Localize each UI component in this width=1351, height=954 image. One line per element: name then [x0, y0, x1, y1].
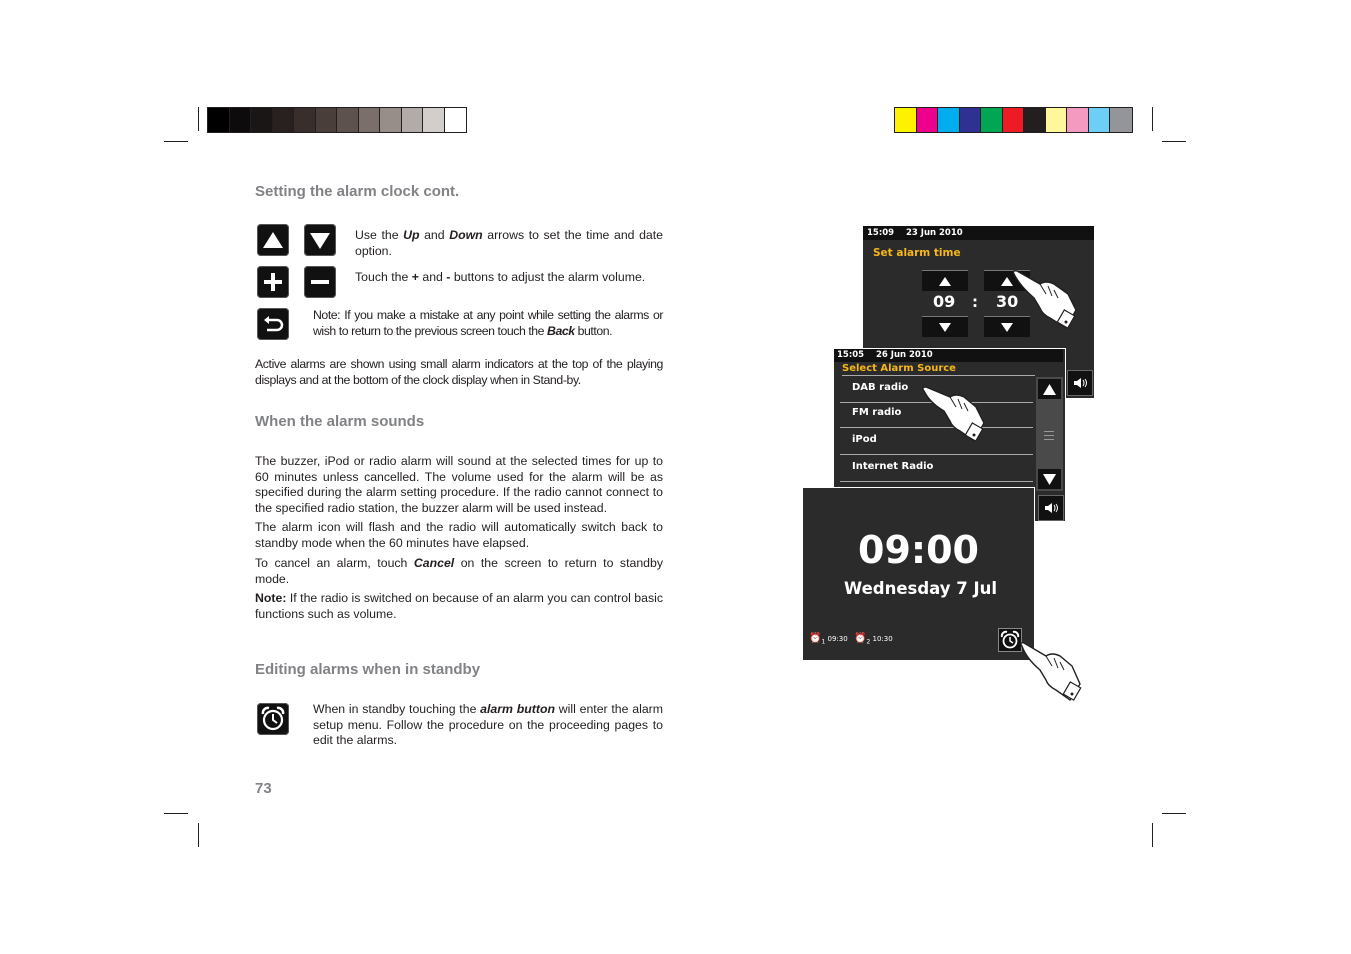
scroll-thumb-grip-icon — [1044, 431, 1054, 440]
down-arrow-icon — [922, 317, 968, 337]
crop-mark — [1152, 107, 1153, 131]
color-swatch — [251, 108, 273, 132]
plus-button[interactable] — [257, 266, 289, 298]
standby-instruction: When in standby touching the alarm button will enter the alarm setup menu. Follow the procedure on the proceeding pages to edit the alarms. — [313, 702, 664, 747]
color-swatch — [380, 108, 402, 132]
note-paragraph: Note: If the radio is switched on because of an alarm you can control basic functions such as volume. — [255, 591, 663, 621]
page-number: 73 — [255, 780, 272, 797]
down-arrow-button[interactable] — [304, 224, 336, 256]
crop-mark — [164, 813, 188, 814]
standby-clock-screen — [802, 487, 1035, 661]
list-item[interactable]: iPod — [840, 428, 1033, 455]
color-swatch — [337, 108, 359, 132]
crop-mark — [1162, 813, 1186, 814]
screen-title: Select Alarm Source — [842, 363, 1035, 376]
alarm-button[interactable] — [257, 703, 289, 735]
status-bar: 15:05 26 Jun 2010 — [834, 349, 1063, 362]
up-arrow-button[interactable] — [257, 224, 289, 256]
color-swatch — [208, 108, 230, 132]
clock-time: 09:00 — [858, 528, 979, 572]
alarm-clock-icon — [257, 703, 289, 735]
color-swatch — [960, 108, 982, 132]
hours-down-button[interactable] — [922, 316, 968, 337]
status-bar: 15:09 23 Jun 2010 — [863, 226, 1094, 240]
scroll-down-button[interactable] — [1038, 469, 1061, 489]
up-arrow-icon — [257, 224, 289, 256]
up-arrow-icon — [922, 271, 968, 291]
color-swatch — [895, 108, 917, 132]
process-color-bar — [894, 107, 1133, 133]
section-title-alarm-sounds: When the alarm sounds — [255, 413, 425, 430]
crop-mark — [1152, 823, 1153, 847]
color-swatch — [1024, 108, 1046, 132]
crop-mark — [198, 823, 199, 847]
hours-value: 09 — [933, 292, 956, 311]
minus-icon — [304, 266, 336, 298]
down-arrow-icon — [304, 224, 336, 256]
pointing-hand-icon — [920, 383, 990, 445]
color-swatch — [359, 108, 381, 132]
cancel-paragraph: To cancel an alarm, touch Cancel on the screen to return to standby mode. — [255, 556, 663, 586]
list-item[interactable]: DAB radio — [840, 377, 1033, 403]
color-swatch — [316, 108, 338, 132]
color-swatch — [981, 108, 1003, 132]
clock-date: Wednesday 7 Jul — [843, 579, 998, 598]
speaker-icon — [1068, 371, 1092, 395]
color-swatch — [1003, 108, 1025, 132]
alarm-clock-icon: ⏰ — [809, 633, 822, 644]
sounds-paragraph-1: The buzzer, iPod or radio alarm will sound at the selected times for up to 60 minutes unless cancelled. The volume used for the alarm will be as specified during the alarm setting procedure. If the radio cannot connect to the specified radio station, the buzzer alarm will be used instead. — [255, 454, 663, 515]
volume-button[interactable] — [1038, 495, 1064, 521]
color-swatch — [938, 108, 960, 132]
volume-button[interactable] — [1067, 370, 1093, 396]
plus-icon — [257, 266, 289, 298]
minutes-value: 30 — [996, 292, 1019, 311]
volume-instruction: Touch the + and - buttons to adjust the alarm volume. — [355, 270, 646, 284]
alarm-1-indicator: $⏰_1$ 09:30 — [809, 633, 848, 646]
scrollbar[interactable] — [1036, 377, 1063, 491]
back-note: Note: If you make a mistake at any point while setting the alarms or wish to return to the previous screen touch the Back button. — [313, 308, 663, 338]
grayscale-color-bar — [207, 107, 467, 133]
crop-mark — [1162, 141, 1186, 142]
alarm-clock-icon: ⏰ — [854, 633, 867, 644]
section-title-editing-alarms: Editing alarms when in standby — [255, 661, 481, 678]
color-swatch — [1067, 108, 1089, 132]
section-title-setting-alarm: Setting the alarm clock cont. — [255, 183, 460, 200]
scroll-up-button[interactable] — [1038, 379, 1061, 399]
back-arrow-icon — [257, 308, 289, 340]
color-swatch — [917, 108, 939, 132]
sounds-paragraph-2: The alarm icon will flash and the radio will automatically switch back to standby mode when the 60 minutes have elapsed. — [255, 520, 663, 550]
color-swatch — [423, 108, 445, 132]
down-arrow-icon — [1038, 469, 1061, 489]
crop-mark — [198, 107, 199, 131]
back-button[interactable] — [257, 308, 289, 340]
screen-title: Set alarm time — [873, 247, 961, 259]
pointing-hand-icon — [1018, 640, 1088, 704]
color-swatch — [445, 108, 467, 132]
color-swatch — [1046, 108, 1068, 132]
time-separator: : — [972, 293, 978, 311]
minus-button[interactable] — [304, 266, 336, 298]
list-item[interactable]: Internet Radio — [840, 455, 1033, 482]
color-swatch — [1110, 108, 1132, 132]
up-arrow-icon — [1038, 379, 1061, 399]
pointing-hand-icon — [1010, 268, 1080, 332]
color-swatch — [294, 108, 316, 132]
updown-instruction: Use the Up and Down arrows to set the time and date option. — [355, 228, 663, 258]
active-alarms-text: Active alarms are shown using small alarm indicators at the top of the playing displays and at the bottom of the clock display when in Stand-by. — [255, 357, 663, 387]
alarm-2-indicator: $⏰_2$ 10:30 — [854, 633, 893, 646]
crop-mark — [164, 141, 188, 142]
color-swatch — [273, 108, 295, 132]
hours-up-button[interactable] — [922, 270, 968, 291]
color-swatch — [230, 108, 252, 132]
speaker-icon — [1039, 496, 1063, 520]
color-swatch — [1089, 108, 1111, 132]
list-item[interactable]: FM radio — [840, 403, 1033, 428]
color-swatch — [402, 108, 424, 132]
